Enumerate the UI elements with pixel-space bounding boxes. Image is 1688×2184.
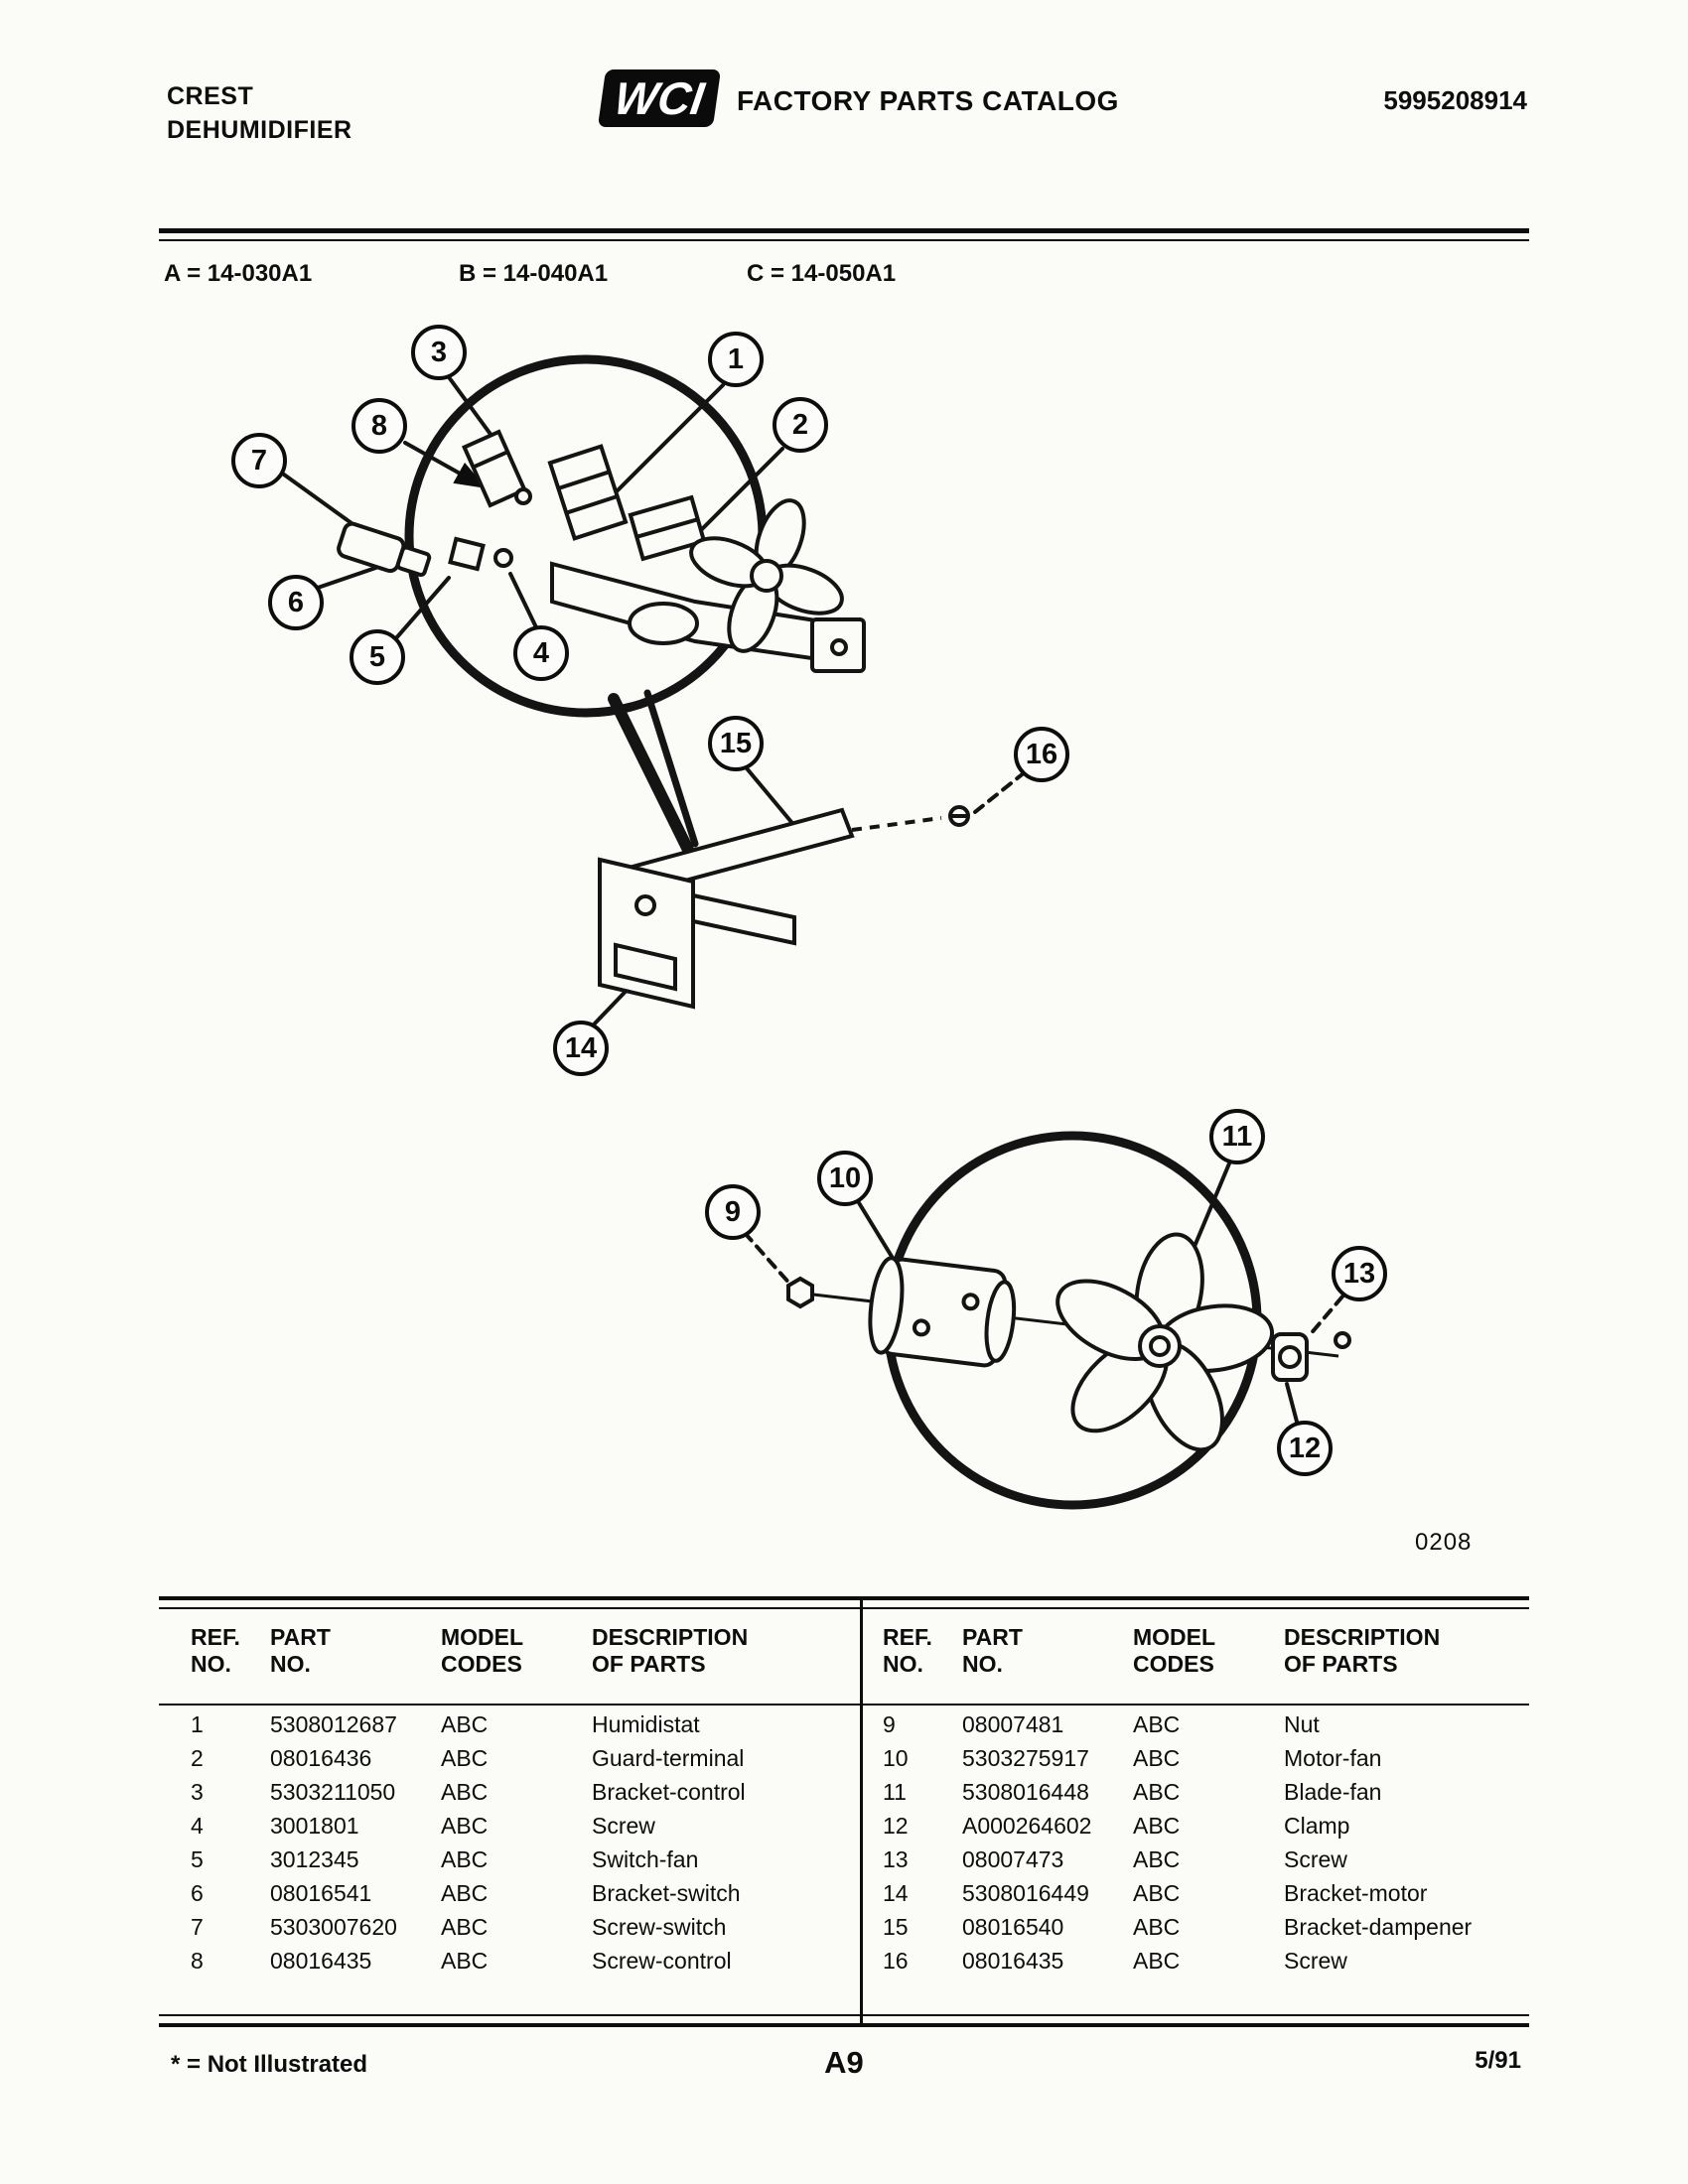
cell-model: ABC xyxy=(441,1880,489,1906)
bracket-control-part xyxy=(465,432,525,505)
cell-part: 5303211050 xyxy=(270,1779,396,1805)
cell-desc: Screw-control xyxy=(592,1948,732,1974)
table-row xyxy=(883,1707,1529,1741)
cell-model: ABC xyxy=(441,1745,489,1771)
humidistat-part xyxy=(550,447,626,539)
callout-1: 1 xyxy=(708,332,764,387)
screw-switch-part xyxy=(337,522,432,582)
cell-ref: 7 xyxy=(191,1914,204,1940)
table-row xyxy=(191,1809,860,1843)
callout-11: 11 xyxy=(1209,1109,1265,1164)
cell-ref: 6 xyxy=(191,1880,204,1906)
cell-model: ABC xyxy=(1133,1711,1181,1737)
table-row xyxy=(191,1843,860,1876)
cell-part: 5303275917 xyxy=(962,1745,1089,1771)
cell-part: 08016540 xyxy=(962,1914,1064,1940)
callout-10: 10 xyxy=(817,1151,873,1206)
cell-desc: Screw xyxy=(1284,1846,1347,1872)
cell-part: 08016541 xyxy=(270,1880,372,1906)
cell-ref: 8 xyxy=(191,1948,204,1974)
not-illustrated-note: * = Not Illustrated xyxy=(171,2051,368,2078)
cell-desc: Switch-fan xyxy=(592,1846,699,1872)
callout-4: 4 xyxy=(513,625,569,681)
table-row xyxy=(191,1910,860,1944)
leader-lines xyxy=(284,377,1342,1422)
table-row xyxy=(191,1944,860,1978)
document-number: 5995208914 xyxy=(1383,85,1527,115)
cell-part: 5308016448 xyxy=(962,1779,1089,1805)
callout-7: 7 xyxy=(231,433,287,488)
callout-8: 8 xyxy=(352,398,407,454)
parts-table-right xyxy=(863,1600,1529,2023)
col-header-desc: DESCRIPTION OF PARTS xyxy=(1284,1624,1441,1677)
cell-desc: Screw xyxy=(1284,1948,1347,1974)
wci-logo xyxy=(598,69,721,127)
cell-ref: 10 xyxy=(883,1745,909,1771)
model-code-b: B = 14-040A1 xyxy=(459,260,609,287)
cell-model: ABC xyxy=(441,1711,489,1737)
cell-desc: Screw xyxy=(592,1813,655,1839)
cell-part: 3001801 xyxy=(270,1813,359,1839)
cell-desc: Bracket-switch xyxy=(592,1880,741,1906)
cell-part: 5308016449 xyxy=(962,1880,1089,1906)
cell-desc: Screw-switch xyxy=(592,1914,727,1940)
header-rule-thin xyxy=(159,239,1529,241)
cell-part: 08016436 xyxy=(270,1745,372,1771)
cell-model: ABC xyxy=(441,1914,489,1940)
circle-pointer-line-2 xyxy=(647,693,695,844)
cell-model: ABC xyxy=(1133,1813,1181,1839)
model-code-c: C = 14-050A1 xyxy=(747,260,897,287)
parts-table-right-body xyxy=(863,1678,1529,1978)
circle-pointer-line xyxy=(614,699,689,852)
table-row xyxy=(191,1775,860,1809)
callout-14: 14 xyxy=(553,1021,609,1076)
table-row xyxy=(883,1843,1529,1876)
col-header-desc: DESCRIPTION OF PARTS xyxy=(592,1624,749,1677)
callout-13: 13 xyxy=(1332,1246,1387,1301)
screw-13-part xyxy=(1336,1333,1349,1347)
screw-control-part xyxy=(516,489,530,503)
parts-table-left xyxy=(159,1600,860,2023)
col-header-part: PART NO. xyxy=(270,1624,331,1677)
cell-ref: 13 xyxy=(883,1846,909,1872)
cell-part: 5303007620 xyxy=(270,1914,397,1940)
cell-model: ABC xyxy=(441,1813,489,1839)
brand-title xyxy=(167,79,352,147)
col-header-ref: REF. NO. xyxy=(191,1624,240,1677)
guard-terminal-part xyxy=(631,497,704,559)
col-header-ref: REF. NO. xyxy=(883,1624,932,1677)
fan-assembly-parts xyxy=(788,1229,1349,1461)
table-row xyxy=(883,1944,1529,1978)
table-row xyxy=(883,1809,1529,1843)
cell-model: ABC xyxy=(441,1779,489,1805)
model-code-a: A = 14-030A1 xyxy=(164,260,313,287)
cell-part: 08007473 xyxy=(962,1846,1064,1872)
cell-ref: 5 xyxy=(191,1846,204,1872)
callout-9: 9 xyxy=(705,1184,761,1240)
cell-ref: 2 xyxy=(191,1745,204,1771)
table-row xyxy=(883,1741,1529,1775)
cell-model: ABC xyxy=(441,1846,489,1872)
brand-line2: DEHUMIDIFIER xyxy=(167,116,352,144)
callout-6: 6 xyxy=(268,575,324,630)
brand-line1: CREST xyxy=(167,82,254,110)
cell-ref: 15 xyxy=(883,1914,909,1940)
table-row xyxy=(191,1707,860,1741)
cell-ref: 1 xyxy=(191,1711,204,1737)
table-header-row xyxy=(863,1600,1529,1678)
revision-date: 5/91 xyxy=(1475,2047,1521,2074)
chassis-bracket-part xyxy=(552,564,860,665)
callout-3: 3 xyxy=(411,325,467,380)
header-rule-thick xyxy=(159,228,1529,233)
cell-desc: Bracket-motor xyxy=(1284,1880,1428,1906)
cell-model: ABC xyxy=(441,1948,489,1974)
cell-model: ABC xyxy=(1133,1779,1181,1805)
cell-model: ABC xyxy=(1133,1846,1181,1872)
cell-ref: 9 xyxy=(883,1711,896,1737)
callout-5: 5 xyxy=(350,629,405,685)
cell-desc: Clamp xyxy=(1284,1813,1350,1839)
col-header-model: MODEL CODES xyxy=(1133,1624,1216,1677)
wci-logo-text: WCI xyxy=(611,72,708,124)
cell-model: ABC xyxy=(1133,1745,1181,1771)
callout-16: 16 xyxy=(1014,727,1069,782)
cell-model: ABC xyxy=(1133,1948,1181,1974)
cell-part: 5308012687 xyxy=(270,1711,397,1737)
cell-part: 08016435 xyxy=(962,1948,1064,1974)
col-header-part: PART NO. xyxy=(962,1624,1023,1677)
table-row xyxy=(883,1910,1529,1944)
fan-blade-small-part xyxy=(685,494,849,658)
parts-table xyxy=(159,1596,1529,2027)
catalog-title: FACTORY PARTS CATALOG xyxy=(737,85,1119,116)
cell-desc: Bracket-control xyxy=(592,1779,746,1805)
control-assembly-parts xyxy=(337,432,864,671)
cell-ref: 14 xyxy=(883,1880,909,1906)
col-header-model: MODEL CODES xyxy=(441,1624,524,1677)
fan-assembly-circle xyxy=(796,1136,1338,1505)
table-row xyxy=(191,1741,860,1775)
table-row xyxy=(191,1876,860,1910)
callout-15: 15 xyxy=(708,716,764,771)
cell-part: 08016435 xyxy=(270,1948,372,1974)
cell-ref: 12 xyxy=(883,1813,909,1839)
bracket-assembly-parts xyxy=(600,807,969,1007)
cell-part: 08007481 xyxy=(962,1711,1064,1737)
clamp-part xyxy=(1273,1334,1307,1380)
switch-fan-part xyxy=(451,539,484,569)
cell-ref: 11 xyxy=(883,1779,907,1805)
cell-desc: Blade-fan xyxy=(1284,1779,1382,1805)
fan-motor-part xyxy=(866,1256,1020,1368)
cell-ref: 4 xyxy=(191,1813,204,1839)
figure-number: 0208 xyxy=(1415,1529,1473,1556)
cell-desc: Guard-terminal xyxy=(592,1745,745,1771)
cell-ref: 3 xyxy=(191,1779,204,1805)
control-assembly-circle xyxy=(409,359,763,713)
screw-part xyxy=(495,550,511,566)
cell-desc: Bracket-dampener xyxy=(1284,1914,1473,1940)
callout-12: 12 xyxy=(1277,1421,1333,1476)
callout-2: 2 xyxy=(773,397,828,453)
cell-part: 3012345 xyxy=(270,1846,359,1872)
cell-desc: Motor-fan xyxy=(1284,1745,1382,1771)
page-number: A9 xyxy=(824,2045,864,2080)
cell-desc: Humidistat xyxy=(592,1711,700,1737)
cell-ref: 16 xyxy=(883,1948,909,1974)
table-row xyxy=(883,1876,1529,1910)
nut-part xyxy=(788,1279,812,1306)
cell-model: ABC xyxy=(1133,1880,1181,1906)
table-header-row xyxy=(159,1600,860,1678)
cell-desc: Nut xyxy=(1284,1711,1320,1737)
table-row xyxy=(883,1775,1529,1809)
fan-blade-part xyxy=(1045,1229,1276,1461)
screw-16-part xyxy=(950,807,968,825)
bracket-dampener-part xyxy=(622,810,852,895)
bracket-motor-part xyxy=(600,860,693,1007)
cell-part: A000264602 xyxy=(962,1813,1092,1839)
cell-model: ABC xyxy=(1133,1914,1181,1940)
parts-table-left-body xyxy=(159,1678,860,1978)
